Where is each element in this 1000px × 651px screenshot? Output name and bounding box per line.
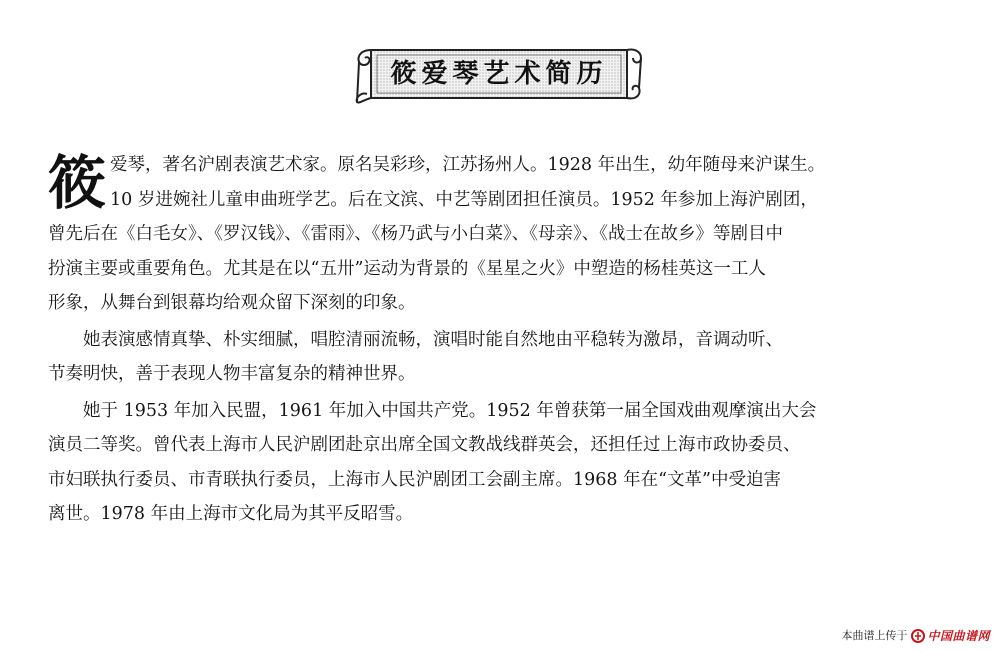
text-line: 曾先后在《白毛女》、《罗汉钱》、《雷雨》、《杨乃武与小白菜》、《母亲》、《战士在故乡》等剧目中 [48,224,783,244]
footer-watermark [841,627,990,645]
upload-note: 本曲谱上传于 [841,629,908,642]
site-logo[interactable] [911,627,990,645]
title-banner [353,42,645,106]
text-line: 爱琴，著名沪剧表演艺术家。原名吴彩珍，江苏扬州人。1928 年出生，幼年随母来沪谋生。 [110,155,826,175]
site-name: 中国曲谱网 [927,629,990,643]
text-line: 她表演感情真挚、朴实细腻，唱腔清丽流畅，演唱时能自然地由平稳转为激昂，音调动听、 [83,329,783,350]
site-logo-icon [911,629,925,643]
article-body [48,148,973,532]
text-line: 离世。1978 年由上海市文化局为其平反昭雪。 [48,504,414,524]
paragraph-career [48,148,973,321]
text-line: 形象，从舞台到银幕均给观众留下深刻的印象。 [48,293,416,313]
text-line: 10 岁进婉社儿童申曲班学艺。后在文滨、中艺等剧团担任演员。1952 年参加上海沪剧团， [110,189,818,210]
text-line: 扮演主要或重要角色。尤其是在以“五卅”运动为背景的《星星之火》中塑造的杨桂英这一工人 [48,258,766,279]
text-line: 市妇联执行委员、市青联执行委员，上海市人民沪剧团工会副主席。1968 年在“文革”中受迫害 [48,469,781,490]
page-title: 筱爱琴艺术简历 [390,59,608,89]
drop-cap: 筱 [48,149,107,217]
paragraph-honors [48,394,973,532]
text-line: 演员二等奖。曾代表上海市人民沪剧团赴京出席全国文教战线群英会，还担任过上海市政协委员、 [48,435,801,455]
paragraph-style [48,323,973,392]
text-line: 节奏明快，善于表现人物丰富复杂的精神世界。 [48,364,416,384]
text-line: 她于 1953 年加入民盟，1961 年加入中国共产党。1952 年曾获第一届全国戏曲观摩演出大会 [83,400,817,421]
